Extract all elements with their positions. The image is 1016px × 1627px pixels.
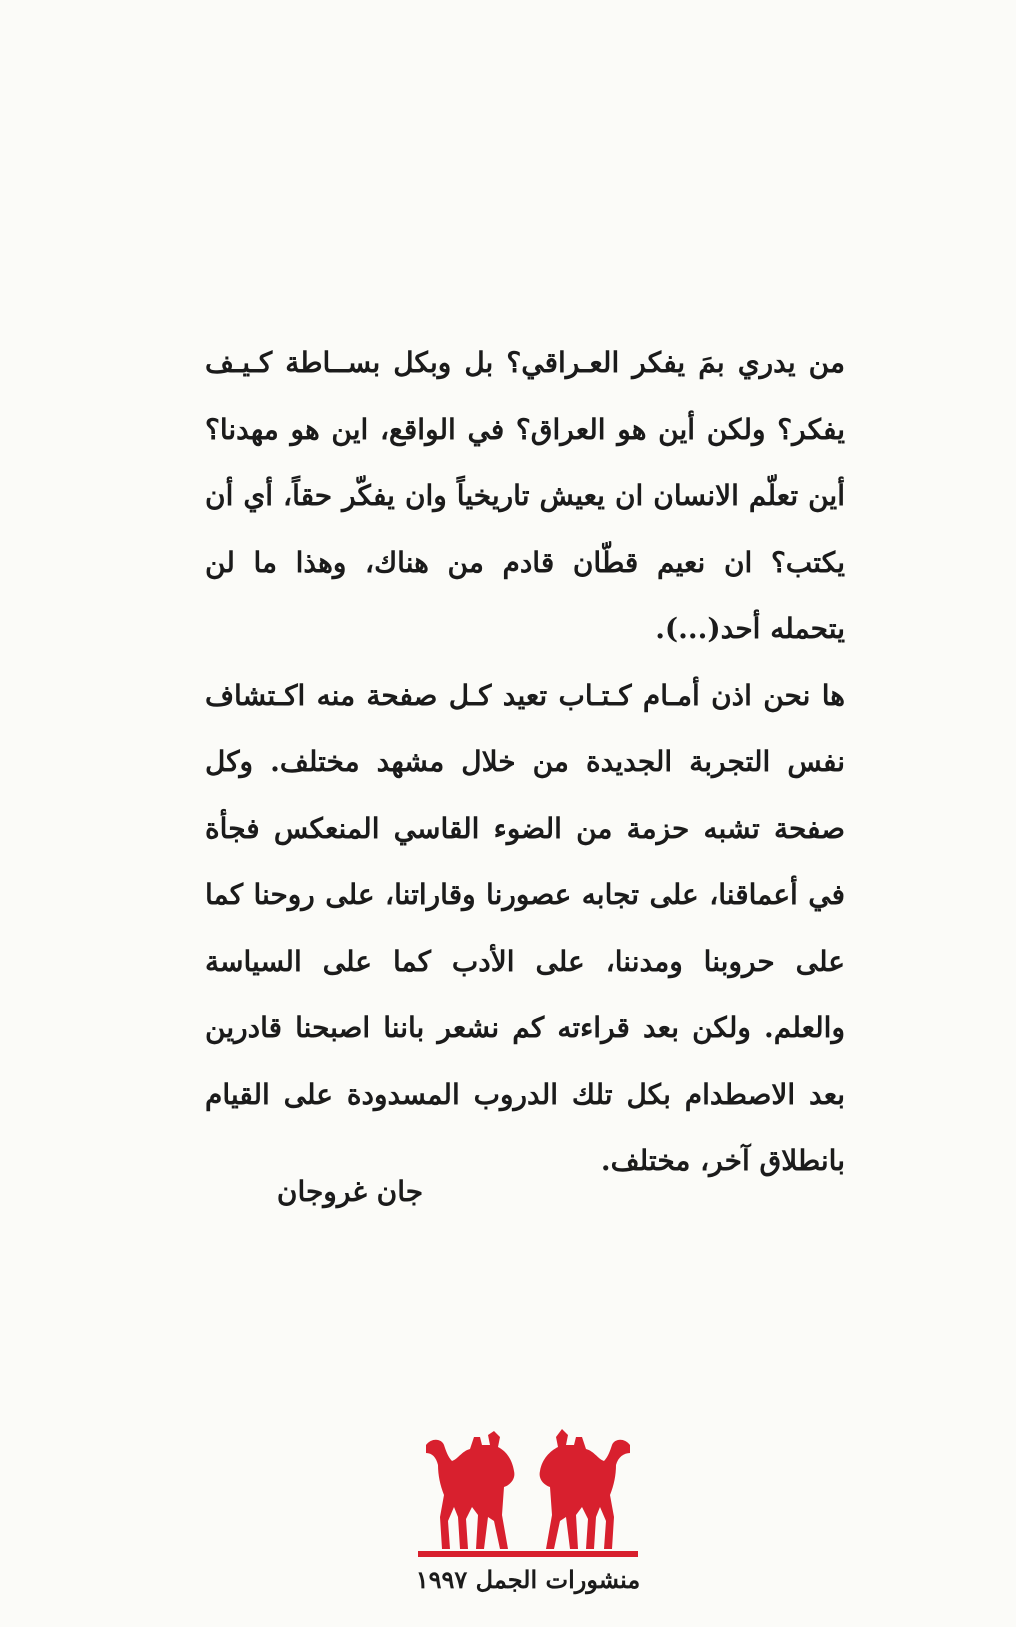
blurb-paragraph-2: ها نحن اذن أمـام كـتـاب تعيد كـل صفحة منه اكـتشاف نفس التجربة الجديدة من خلال مشهد مختلف. وكل صفحة تشبه حزمة من الضوء القاسي المنعكس فجأة في أعماقنا، على تجابه عصورنا وقاراتنا، على روحنا كما على حروبنا ومدننا، على الأدب كما على السياسة والعلم. ولكن بعد قراءته كم نشعر باننا اصبحنا قادرين بعد الاصطدام بكل تلك الدروب المسدودة على القيام بانطلاق آخر، مختلف. [205, 678, 845, 1177]
blurb-text [205, 330, 845, 1195]
author-signature: جان غروجان [276, 1175, 424, 1208]
camel-riders-logo-icon [418, 1415, 638, 1560]
publisher-imprint: منشورات الجمل ١٩٩٧ [415, 1565, 641, 1594]
blurb-paragraph-1: من يدري بمَ يفكر العـراقي؟ بل وبكل بســاطة كـيـف يفكر؟ ولكن أين هو العراق؟ في الواقع، اين هو مهدنا؟ أين تعلّم الانسان ان يعيش تاريخياً وان يفكّر حقاً، أي أن يكتب؟ ان نعيم قطّان قادم من هناك، وهذا ما لن يتحمله أحد(...). [205, 346, 845, 645]
